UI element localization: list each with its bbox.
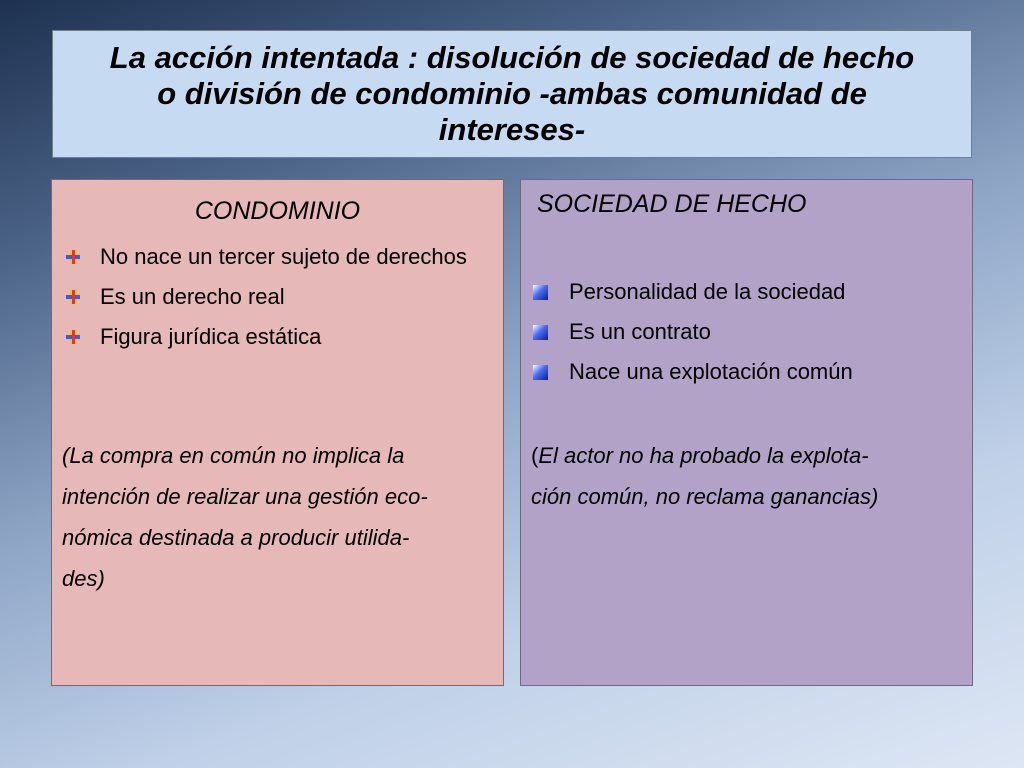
- note-line: ción común, no reclama ganancias): [531, 484, 879, 509]
- list-item-text: No nace un tercer sujeto de derechos: [100, 244, 467, 269]
- slide-title-box: [52, 30, 972, 158]
- blue-square-bullet-icon: [533, 365, 548, 380]
- blue-square-bullet-icon: [533, 325, 548, 340]
- condominio-heading: CONDOMINIO: [194, 197, 361, 225]
- multicolor-cross-bullet-icon: [66, 330, 80, 344]
- list-item: [62, 320, 482, 354]
- list-item-text: Es un derecho real: [100, 284, 285, 309]
- list-item: [62, 280, 482, 314]
- sociedad-note: [531, 435, 971, 517]
- sociedad-de-hecho-panel: [520, 179, 973, 686]
- slide-title-line-3: intereses-: [438, 111, 586, 147]
- condominio-note: [62, 435, 502, 599]
- blue-square-bullet-icon: [533, 285, 548, 300]
- slide-title-line-1: La acción intentada : disolución de sociedad de hecho: [109, 40, 915, 76]
- note-line: (La compra en común no implica la: [62, 443, 405, 468]
- multicolor-cross-bullet-icon: [66, 250, 80, 264]
- sociedad-heading: SOCIEDAD DE HECHO: [537, 190, 807, 218]
- list-item: [531, 315, 951, 349]
- note-line: [531, 435, 971, 476]
- condominio-list: [62, 240, 482, 360]
- note-line: intención de realizar una gestión eco-: [62, 484, 428, 509]
- list-item-text: Es un contrato: [569, 319, 711, 344]
- multicolor-cross-bullet-icon: [66, 290, 80, 304]
- list-item-text: Nace una explotación común: [569, 359, 853, 384]
- slide-title-line-2: o división de condominio -ambas comunidad de: [157, 76, 867, 112]
- list-item-text: Personalidad de la sociedad: [569, 279, 846, 304]
- note-open-paren: (: [531, 443, 539, 468]
- note-line: nómica destinada a producir utilida-: [62, 525, 410, 550]
- list-item-text: Figura jurídica estática: [100, 324, 322, 349]
- list-item: [62, 240, 482, 274]
- list-item: [531, 275, 951, 309]
- note-line: des): [62, 566, 105, 591]
- note-line-text: El actor no ha probado la explota-: [538, 443, 869, 468]
- condominio-panel: [51, 179, 504, 686]
- list-item: [531, 355, 951, 389]
- sociedad-list: [531, 275, 951, 395]
- slide-title: [96, 40, 928, 148]
